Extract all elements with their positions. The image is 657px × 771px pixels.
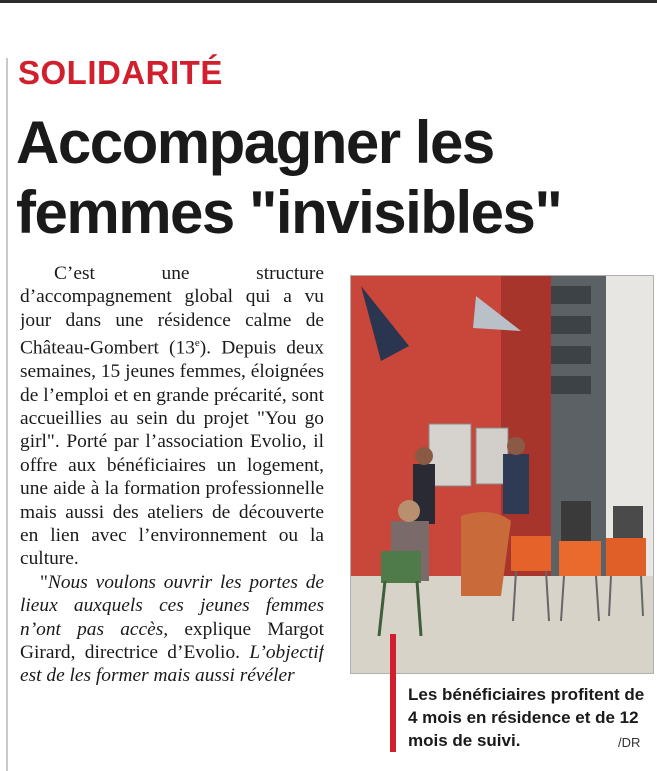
orange-chair <box>511 536 551 571</box>
ground <box>351 576 653 673</box>
article-photo <box>350 275 654 674</box>
column-rule <box>6 58 8 771</box>
paragraph-2 <box>20 571 324 688</box>
person-head <box>415 447 433 465</box>
paragraph-1-start: C’est une structure d’accompagnement global qui a vu jour dans une résidence calme de Château-Gombert (13 <box>20 263 324 359</box>
building-window <box>551 376 591 394</box>
caption-accent-bar <box>390 634 396 752</box>
article-body <box>20 262 324 771</box>
orange-chair <box>606 538 646 576</box>
photo-credit: /DR <box>618 735 641 750</box>
building-window <box>551 286 591 304</box>
photo-illustration <box>351 276 653 673</box>
headline <box>16 108 646 248</box>
quote-italic-1: Nous voulons ouvrir les portes de lieux auxquels ces jeunes femmes n’ont pas accès, <box>20 571 324 640</box>
photo-caption: Les bénéficiaires profitent de 4 mois en résidence et de 12 mois de suivi. <box>408 685 645 750</box>
top-rule <box>0 0 657 3</box>
person-head <box>507 437 525 455</box>
building-window <box>551 346 591 364</box>
paragraph-1-end: ). Depuis deux semaines, 15 jeunes femmes, éloignées de l’emploi et en grande précarité, sont accueillies au sein du projet "You go girl". Porté par l’association Evolio, il offre aux bénéficiaires un logement, une aide à la formation professionnelle mais aussi des ateliers de découverte en lien avec l’environnement ou la culture. <box>20 337 324 570</box>
headline-line-2: femmes "invisibles" <box>16 179 562 246</box>
quote-attribution: explique Margot Girard, directrice d’Evolio. <box>20 618 324 663</box>
poster <box>429 424 471 486</box>
ordinal-suffix: e <box>194 337 200 350</box>
section-rubric: SOLIDARITÉ <box>18 54 223 91</box>
headline-line-1: Accompagner les <box>16 109 494 176</box>
quote-mark: " <box>40 571 48 593</box>
building-window <box>551 316 591 334</box>
quote-italic-2: L’objectif est de les former mais aussi révéler <box>20 641 324 687</box>
paragraph-1 <box>20 262 324 571</box>
standing-person <box>503 454 529 514</box>
green-chair <box>381 551 421 583</box>
person-head <box>398 500 420 522</box>
orange-chair <box>559 541 601 576</box>
